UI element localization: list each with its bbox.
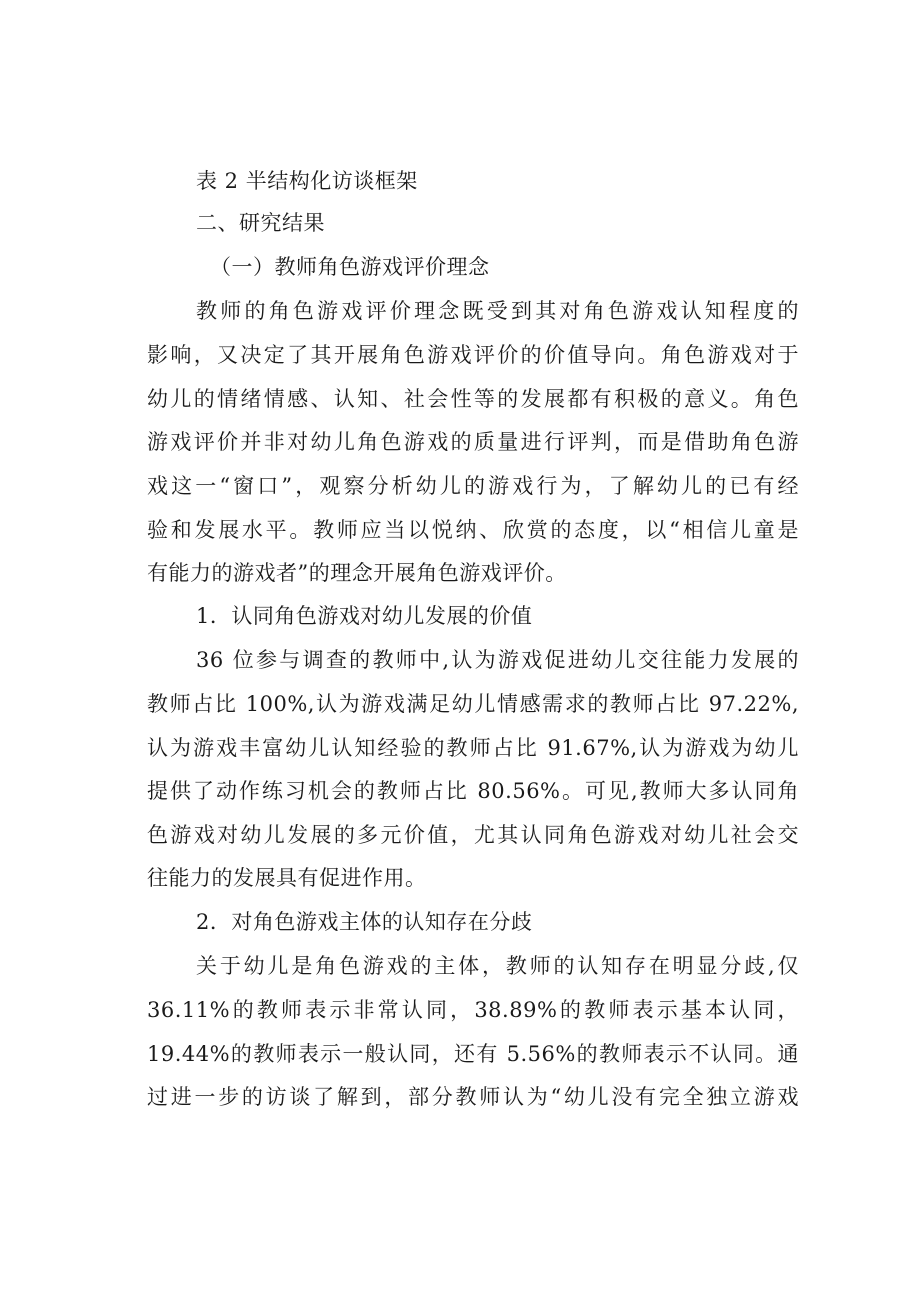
paragraph-line: 有能力的游戏者”的理念开展角色游戏评价。 [147,561,567,585]
paragraph-line: 教师占比 100%,认为游戏满足幼儿情感需求的教师占比 97.22%, [147,692,799,716]
paragraph-line: 戏这一“窗口”，观察分析幼儿的游戏行为，了解幼儿的已有经 [147,474,799,498]
paragraph-line: 19.44%的教师表示一般认同，还有 5.56%的教师表示不认同。通 [147,1042,799,1066]
paragraph-line: 认为游戏丰富幼儿认知经验的教师占比 91.67%,认为游戏为幼儿 [147,736,799,760]
paragraph-line: 36 位参与调查的教师中,认为游戏促进幼儿交往能力发展的 [196,648,799,672]
paragraph-line: 色游戏对幼儿发展的多元价值，尤其认同角色游戏对幼儿社会交 [147,823,799,847]
paragraph-line: 过进一步的访谈了解到，部分教师认为“幼儿没有完全独立游戏 [147,1085,799,1109]
paragraph-line: 关于幼儿是角色游戏的主体，教师的认知存在明显分歧,仅 [196,954,799,978]
paragraph-line: 提供了动作练习机会的教师占比 80.56%。可见,教师大多认同角 [147,779,799,803]
paragraph-line: 游戏评价并非对幼儿角色游戏的质量进行评判，而是借助角色游 [147,430,799,454]
paragraph-line: 36.11%的教师表示非常认同，38.89%的教师表示基本认同， [147,998,799,1022]
section-heading: 二、研究结果 [196,211,325,235]
subsection-heading: （一）教师角色游戏评价理念 [210,255,490,279]
point-heading: 2．对角色游戏主体的认知存在分歧 [196,910,533,934]
point-heading: 1．认同角色游戏对幼儿发展的价值 [196,604,533,628]
paragraph-line: 幼儿的情绪情感、认知、社会性等的发展都有积极的意义。角色 [147,387,799,411]
table-caption: 表 2 半结构化访谈框架 [196,169,418,193]
paragraph-line: 影响，又决定了其开展角色游戏评价的价值导向。角色游戏对于 [147,343,799,367]
paragraph-line: 往能力的发展具有促进作用。 [147,866,427,890]
paragraph-line: 教师的角色游戏评价理念既受到其对角色游戏认知程度的 [196,299,799,323]
paragraph-line: 验和发展水平。教师应当以悦纳、欣赏的态度，以“相信儿童是 [147,518,799,542]
